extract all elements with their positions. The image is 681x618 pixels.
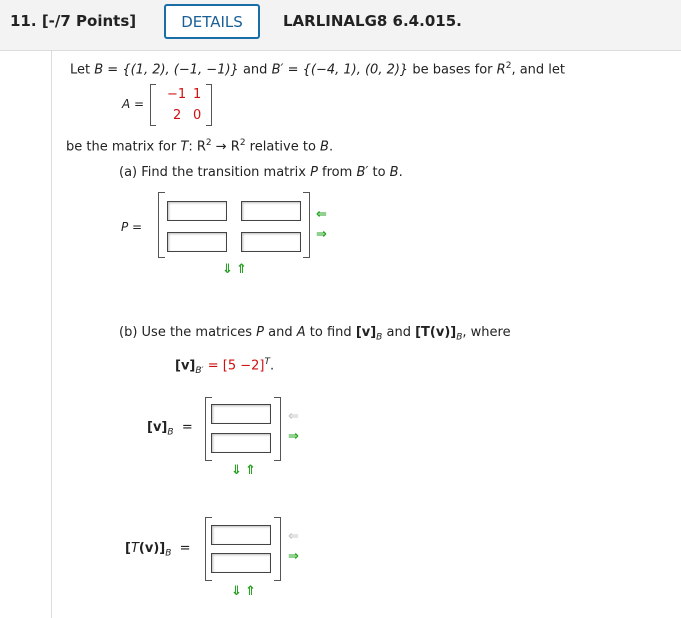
matrix-A-right-bracket [206, 84, 212, 126]
matrix-A-cell-00: −1 [167, 87, 187, 102]
arrow-up-icon[interactable]: ⇑ [236, 262, 247, 277]
arrow-left-icon[interactable]: ⇐ [288, 409, 299, 424]
vector-TvB-right-bracket [274, 517, 281, 581]
content-left-border [51, 51, 52, 618]
basis-B: B = {(1, 2), (−1, −1)} [94, 62, 239, 78]
matrix-P-input-01[interactable] [241, 201, 301, 221]
vector-vB-right-bracket [274, 397, 281, 461]
vector-v-Bprime: $[v]_{B'} = [5 -2]^T$. [175, 357, 275, 376]
matrix-P-label: P = [121, 220, 143, 234]
matrix-P-right-bracket [303, 192, 310, 258]
arrow-down-icon[interactable]: ⇓ [231, 584, 242, 599]
matrix-P-input-11[interactable] [241, 232, 301, 252]
vector-vB-input-1[interactable] [211, 433, 271, 453]
arrow-up-icon[interactable]: ⇑ [245, 463, 256, 478]
matrix-A-cell-01: 1 [193, 87, 202, 102]
matrix-A-cell-10: 2 [173, 108, 182, 123]
part-a-prompt: (a) Find the transition matrix P from B′ to B. [119, 165, 403, 180]
part-b-prompt: (b) Use the matrices P and A to find $[v]_B$ and $[T(v)]_B$, where [119, 325, 511, 343]
matrix-P-input-10[interactable] [167, 232, 227, 252]
matrix-A-label: A = [122, 97, 145, 111]
v-Bprime-value: = [5 −2] [207, 358, 265, 374]
arrow-left-icon[interactable]: ⇐ [316, 207, 327, 222]
arrow-up-icon[interactable]: ⇑ [245, 584, 256, 599]
question-number: 11. [-/7 Points] [10, 12, 137, 30]
arrow-right-icon[interactable]: ⇒ [288, 549, 299, 564]
vector-vB-input-0[interactable] [211, 404, 271, 424]
basis-B-prime: B′ = {(−4, 1), (0, 2)} [271, 62, 409, 78]
arrow-left-icon[interactable]: ⇐ [288, 529, 299, 544]
points-label: [-/7 Points] [41, 12, 137, 30]
vector-TvB-input-0[interactable] [211, 525, 271, 545]
problem-line-1: Let B = {(1, 2), (−1, −1)} and B′ = {(−4, 1), (0, 2)} be bases for $R^2$, and let [70, 61, 565, 78]
details-button[interactable]: DETAILS [164, 4, 260, 39]
arrow-down-icon[interactable]: ⇓ [231, 463, 242, 478]
vector-TvB-input-1[interactable] [211, 553, 271, 573]
vector-vB-label: $[v]_B$ = [147, 420, 193, 438]
vector-TvB-label: $[T(v)]_B$ = [125, 541, 191, 559]
matrix-P-input-00[interactable] [167, 201, 227, 221]
problem-line-2: be the matrix for T: $R^2 \to R^2$ relative to B. [66, 138, 334, 155]
matrix-A-left-bracket [150, 84, 156, 126]
problem-code: LARLINALG8 6.4.015. [283, 12, 462, 30]
arrow-right-icon[interactable]: ⇒ [288, 429, 299, 444]
question-header [0, 0, 681, 51]
matrix-A-cell-11: 0 [193, 108, 202, 123]
matrix-P-left-bracket [158, 192, 165, 258]
arrow-right-icon[interactable]: ⇒ [316, 227, 327, 242]
arrow-down-icon[interactable]: ⇓ [222, 262, 233, 277]
